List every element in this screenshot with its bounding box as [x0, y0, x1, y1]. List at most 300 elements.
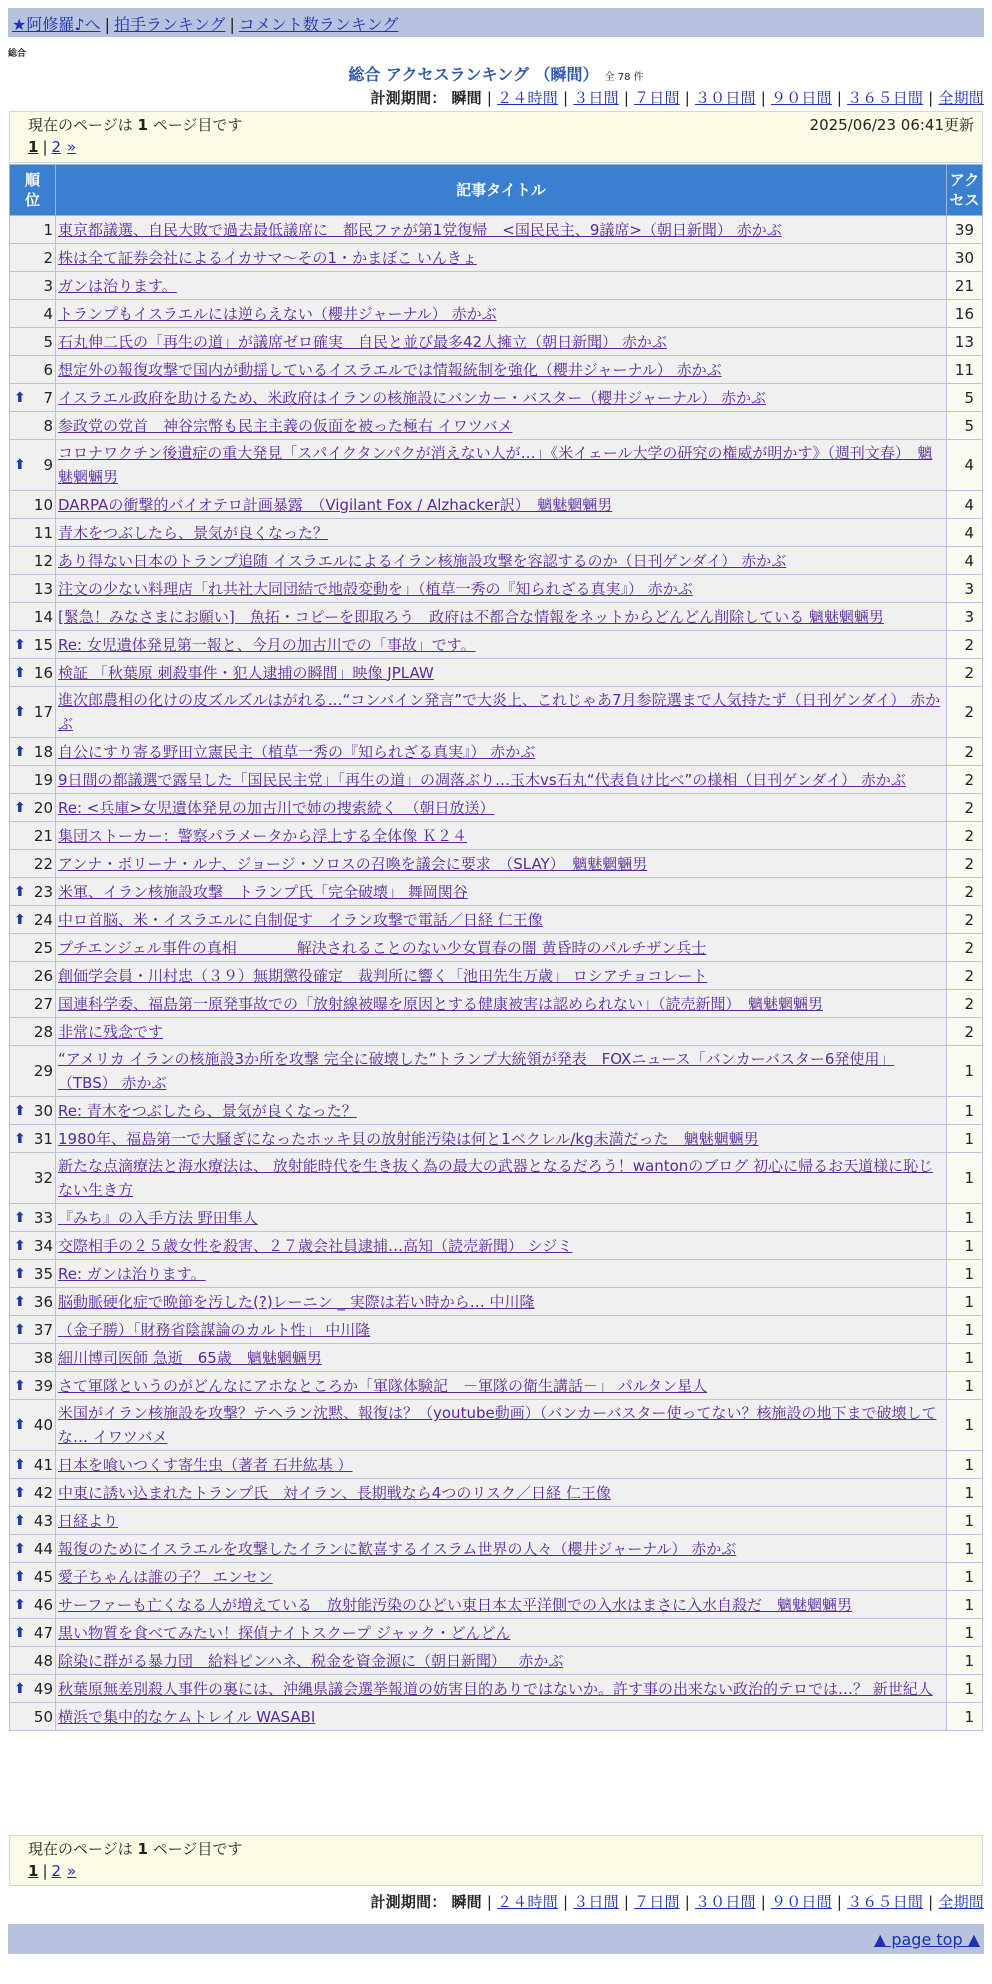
page-info-after: ページ目です [152, 1840, 243, 1858]
arrow-up-icon: ⬆ [14, 883, 26, 900]
title-cell [56, 244, 947, 272]
article-title-link[interactable]: 進次郎農相の化けの皮ズルズルはがれる…“コンバイン発言”で大炎上、これじゃあ7月参院選まで人気持たず（日刊ゲンダイ） 赤かぶ [58, 691, 941, 733]
rank-cell [10, 1451, 56, 1479]
table-row [10, 1675, 983, 1703]
rank-number: 11 [33, 523, 53, 542]
arrow-up-icon: ⬆ [14, 1321, 26, 1338]
article-title-link[interactable]: 除染に群がる暴力団 給料ピンハネ、税金を資金源に（朝日新聞） 赤かぶ [58, 1651, 564, 1670]
rank-number: 39 [33, 1376, 53, 1395]
table-row [10, 794, 983, 822]
access-count: 5 [947, 384, 983, 412]
article-title-link[interactable]: 秋葉原無差別殺人事件の裏には、沖縄県議会選挙報道の妨害目的ありではないか。許す事の出来ない政治的テロでは…？ 新世紀人 [58, 1679, 933, 1698]
rank-number: 31 [33, 1129, 53, 1148]
arrow-up-icon: ⬆ [14, 664, 26, 681]
title-cell [56, 906, 947, 934]
period-link-90d[interactable]: ９０日間 [771, 1893, 832, 1911]
rank-cell [10, 822, 56, 850]
bottom-bar [8, 1924, 984, 1954]
page-info-before: 現在のページは [28, 116, 133, 134]
title-cell [56, 1232, 947, 1260]
article-title-link[interactable]: 株は全て証券会社によるイカサマ〜その1・かまぼこ いんきょ [58, 248, 477, 267]
rank-cell [10, 1046, 56, 1097]
article-title-link[interactable]: 東京都議選、自民大敗で過去最低議席に 都民ファが第1党復帰 <国民民主、9議席>（朝日新聞） 赤かぶ [58, 220, 782, 239]
access-count: 4 [947, 519, 983, 547]
period-link-all[interactable]: 全期間 [938, 1893, 984, 1911]
table-row [10, 1097, 983, 1125]
access-count: 11 [947, 356, 983, 384]
table-row [10, 631, 983, 659]
title-cell [56, 631, 947, 659]
article-title-link[interactable]: 報復のためにイスラエルを攻撃したイランに歓喜するイスラム世界の人々（櫻井ジャーナル） 赤かぶ [58, 1539, 737, 1558]
table-row [10, 384, 983, 412]
title-cell [56, 491, 947, 519]
rank-number: 18 [33, 742, 53, 761]
table-row [10, 1125, 983, 1153]
title-cell [56, 1018, 947, 1046]
table-row [10, 1479, 983, 1507]
rank-cell [10, 1232, 56, 1260]
arrow-up-icon: ⬆ [14, 704, 26, 720]
article-title-link[interactable]: コロナワクチン後遺症の重大発見「スパイクタンパクが消えない人が…」《米イェール大学の研究の権威が明かす》（週刊文春） 魑魅魍魎男 [58, 444, 933, 486]
rank-number: 45 [33, 1567, 53, 1586]
rank-number: 41 [33, 1455, 53, 1474]
title-cell [56, 1288, 947, 1316]
article-title-link[interactable]: “アメリカ イランの核施設3か所を攻撃 完全に破壊した”トランプ大統領が発表 FOXニュース「バンカーバスター6発使用」（TBS） 赤かぶ [58, 1050, 895, 1092]
article-title-link[interactable]: 想定外の報復攻撃で国内が動揺しているイスラエルでは情報統制を強化（櫻井ジャーナル） 赤かぶ [58, 360, 722, 379]
home-link[interactable]: ★阿修羅♪へ [12, 15, 101, 34]
article-title-link[interactable]: Re: 女児遺体発見第一報と、今月の加古川での「事故」です。 [58, 635, 476, 654]
article-title-link[interactable]: 米軍、イラン核施設攻撃 トランプ氏「完全破壊」 舞岡関谷 [58, 882, 468, 901]
access-count: 4 [947, 547, 983, 575]
access-count: 5 [947, 412, 983, 440]
title-cell [56, 1591, 947, 1619]
arrow-up-icon: ⬆ [14, 1568, 26, 1585]
rank-number: 4 [43, 304, 53, 323]
title-cell [56, 1372, 947, 1400]
period-link-7d[interactable]: ７日間 [634, 1893, 680, 1911]
article-title-link[interactable]: 細川博司医師 急逝 65歳 魑魅魍魎男 [58, 1348, 322, 1367]
access-count: 2 [947, 738, 983, 766]
access-count: 1 [947, 1535, 983, 1563]
title-cell [56, 1046, 947, 1097]
header-access: アク セス [947, 165, 983, 216]
table-row [10, 603, 983, 631]
rank-cell [10, 1479, 56, 1507]
article-title-link[interactable]: 集団ストーカー：警察パラメータから浮上する全体像 Ｋ２４ [58, 826, 468, 845]
rank-number: 32 [33, 1169, 53, 1187]
rank-number: 20 [33, 798, 53, 817]
rank-number: 33 [33, 1208, 53, 1227]
article-title-link[interactable]: Re: ガンは治ります。 [58, 1264, 206, 1283]
table-row [10, 850, 983, 878]
period-selector-bottom: 計測期間： 瞬間 | ２４時間 | ３日間 | ７日間 | ３０日間 | ９０日間 | ３６５日間 | 全期間 [370, 1893, 984, 1911]
article-title-link[interactable]: あり得ない日本のトランプ追随 イスラエルによるイラン核施設攻撃を容認するのか（日刊ゲンダイ） 赤かぶ [58, 551, 787, 570]
table-row [10, 1647, 983, 1675]
article-title-link[interactable]: 石丸伸二氏の「再生の道」が議席ゼロ確実 自民と並び最多42人擁立（朝日新聞） 赤かぶ [58, 332, 667, 351]
table-row [10, 962, 983, 990]
title-cell [56, 659, 947, 687]
article-title-link[interactable]: 参政党の党首 神谷宗幣も民主主義の仮面を被った極右 イワツバメ [58, 416, 513, 435]
access-count: 4 [947, 491, 983, 519]
period-link-7d[interactable]: ７日間 [634, 89, 680, 107]
table-row [10, 1507, 983, 1535]
title-cell [56, 1479, 947, 1507]
table-row [10, 906, 983, 934]
rank-number: 13 [33, 579, 53, 598]
article-title-link[interactable]: 非常に残念です [58, 1022, 164, 1041]
arrow-up-icon: ⬆ [14, 1102, 26, 1119]
article-title-link[interactable]: ガンは治ります。 [58, 276, 177, 295]
article-title-link[interactable]: Re: <兵庫>女児遺体発見の加古川で姉の捜索続く （朝日放送） [58, 798, 495, 817]
title-cell [56, 878, 947, 906]
header-rank: 順 位 [10, 165, 56, 216]
arrow-up-icon: ⬆ [14, 1237, 26, 1254]
rank-number: 28 [33, 1022, 53, 1041]
access-count: 1 [947, 1316, 983, 1344]
rank-cell [10, 412, 56, 440]
title-cell [56, 1703, 947, 1731]
access-count: 2 [947, 766, 983, 794]
page-title: 総合 アクセスランキング （瞬間） [348, 65, 599, 84]
rank-cell [10, 1619, 56, 1647]
rank-number: 35 [33, 1264, 53, 1283]
article-title-link[interactable]: 交際相手の２５歳女性を殺害、２７歳会社員逮捕…高知（読売新聞） シジミ [58, 1236, 573, 1255]
title-cell [56, 216, 947, 244]
access-count: 1 [947, 1260, 983, 1288]
access-count: 2 [947, 990, 983, 1018]
title-cell [56, 1675, 947, 1703]
title-cell [56, 384, 947, 412]
article-title-link[interactable]: （金子勝）「財務省陰謀論のカルト性」 中川隆 [58, 1320, 371, 1339]
table-row [10, 1260, 983, 1288]
rank-cell [10, 850, 56, 878]
table-row [10, 519, 983, 547]
article-title-link[interactable]: アンナ・ボリーナ・ルナ、ジョージ・ソロスの召喚を議会に要求 （SLAY） 魑魅魍魎男 [58, 854, 648, 873]
arrow-up-icon: ⬆ [14, 743, 26, 760]
total-count: 全 78 件 [604, 72, 644, 83]
rank-number: 43 [33, 1511, 53, 1530]
article-title-link[interactable]: DARPAの衝撃的バイオテロ計画暴露 （Vigilant Fox / Alzhacker訳） 魑魅魍魎男 [58, 495, 613, 514]
table-row [10, 491, 983, 519]
access-count: 1 [947, 1647, 983, 1675]
comment-ranking-link[interactable]: コメント数ランキング [238, 15, 399, 34]
rank-number: 22 [33, 854, 53, 873]
access-count: 16 [947, 300, 983, 328]
rank-number: 27 [33, 994, 53, 1013]
title-cell [56, 603, 947, 631]
table-row [10, 934, 983, 962]
access-count: 2 [947, 687, 983, 738]
table-row [10, 1563, 983, 1591]
title-cell [56, 1125, 947, 1153]
access-count: 2 [947, 962, 983, 990]
period-link-365d[interactable]: ３６５日間 [847, 89, 924, 107]
article-title-link[interactable]: Re: 青木をつぶしたら、景気が良くなった？ [58, 1101, 357, 1120]
period-link-3d[interactable]: ３日間 [573, 1893, 619, 1911]
title-cell [56, 990, 947, 1018]
table-row [10, 1535, 983, 1563]
rank-cell [10, 687, 56, 738]
period-link-all[interactable]: 全期間 [938, 89, 984, 107]
rank-cell [10, 272, 56, 300]
rank-number: 26 [33, 966, 53, 985]
table-row [10, 1703, 983, 1731]
page-link-2[interactable]: 2 [51, 1862, 62, 1880]
nav-separator: | [229, 15, 235, 34]
rank-number: 37 [33, 1320, 53, 1339]
article-title-link[interactable]: 日本を喰いつくす寄生虫（著者 石井紘基 ） [58, 1455, 353, 1474]
article-title-link[interactable]: 新たな点滴療法と海水療法は、 放射能時代を生き抜く為の最大の武器となるだろう！wantonのブログ 初心に帰るお天道様に恥じない生き方 [58, 1157, 934, 1199]
arrow-up-icon: ⬆ [14, 389, 26, 406]
table-row [10, 659, 983, 687]
access-count: 1 [947, 1046, 983, 1097]
rank-number: 23 [33, 882, 53, 901]
rank-number: 25 [33, 938, 53, 957]
article-title-link[interactable]: 脳動脈硬化症で晩節を汚した(?)レーニン _ 実際は若い時から… 中川隆 [58, 1292, 535, 1311]
period-link-30d[interactable]: ３０日間 [694, 89, 756, 107]
title-cell [56, 1344, 947, 1372]
rank-cell [10, 738, 56, 766]
table-row [10, 1288, 983, 1316]
table-row [10, 738, 983, 766]
article-title-link[interactable]: サーファーも亡くなる人が増えている 放射能汚染のひどい東日本太平洋側での入水はまさに入水自殺だ 魑魅魍魎男 [58, 1595, 852, 1614]
rank-number: 48 [33, 1651, 53, 1670]
period-current: 瞬間 [451, 89, 482, 107]
rank-number: 44 [33, 1539, 53, 1558]
rank-number: 47 [33, 1623, 53, 1642]
table-row [10, 1344, 983, 1372]
period-link-30d[interactable]: ３０日間 [694, 1893, 756, 1911]
rank-cell [10, 1372, 56, 1400]
article-title-link[interactable]: プチエンジェル事件の真相 解決されることのない少女買春の闇 黄昏時のパルチザン兵士 [58, 938, 707, 957]
rank-number: 12 [33, 551, 53, 570]
title-cell [56, 934, 947, 962]
rank-number: 24 [33, 910, 53, 929]
arrow-up-icon: ⬆ [14, 1680, 26, 1697]
arrow-up-icon: ⬆ [14, 1265, 26, 1282]
rank-cell [10, 1703, 56, 1731]
article-title-link[interactable]: 青木をつぶしたら、景気が良くなった？ [58, 523, 329, 542]
period-label: 計測期間： [370, 1893, 447, 1911]
rank-cell [10, 766, 56, 794]
pagination-box-top: 現在のページは 1 ページ目です 2025/06/23 06:41更新 1 | 2 » [9, 111, 983, 163]
table-row [10, 547, 983, 575]
table-row [10, 1400, 983, 1451]
rank-number: 9 [43, 456, 53, 474]
table-row [10, 1451, 983, 1479]
title-cell [56, 794, 947, 822]
rank-number: 16 [33, 663, 53, 682]
rank-cell [10, 575, 56, 603]
access-count: 1 [947, 1479, 983, 1507]
rank-number: 50 [33, 1707, 53, 1726]
rank-cell [10, 906, 56, 934]
article-title-link[interactable]: さて軍隊というのがどんなにアホなところか「軍隊体験記 －軍隊の衛生講話－」 パルタン星人 [58, 1376, 708, 1395]
title-cell [56, 272, 947, 300]
next-page-link[interactable]: » [67, 138, 77, 156]
table-header-row [10, 165, 983, 216]
table-row [10, 575, 983, 603]
table-row [10, 328, 983, 356]
article-title-link[interactable]: 黒い物質を食べてみたい！探偵ナイトスクープ ジャック・どんどん [58, 1623, 511, 1642]
title-cell [56, 1647, 947, 1675]
arrow-up-icon: ⬆ [14, 1512, 26, 1529]
rank-cell [10, 1647, 56, 1675]
rank-cell [10, 1097, 56, 1125]
table-row [10, 244, 983, 272]
rank-cell [10, 300, 56, 328]
rank-number: 40 [33, 1416, 53, 1434]
arrow-up-icon: ⬆ [14, 1417, 26, 1433]
table-row [10, 216, 983, 244]
rank-number: 29 [33, 1062, 53, 1080]
period-link-24h[interactable]: ２４時間 [497, 89, 558, 107]
page-current: 1 [28, 138, 39, 156]
rank-cell [10, 990, 56, 1018]
access-count: 1 [947, 1591, 983, 1619]
period-link-90d[interactable]: ９０日間 [771, 89, 832, 107]
next-page-link[interactable]: » [67, 1862, 77, 1880]
rank-cell [10, 1153, 56, 1204]
table-row [10, 1018, 983, 1046]
arrow-up-icon: ⬆ [14, 1624, 26, 1641]
table-row [10, 687, 983, 738]
period-selector-top: 計測期間： 瞬間 | ２４時間 | ３日間 | ７日間 | ３０日間 | ９０日間 | ３６５日間 | 全期間 [370, 89, 984, 107]
page-title-line [8, 62, 984, 85]
page-link-2[interactable]: 2 [51, 138, 62, 156]
article-title-link[interactable]: 『みち』の入手方法 野田隼人 [58, 1208, 258, 1227]
access-count: 1 [947, 1703, 983, 1731]
article-title-link[interactable]: トランプもイスラエルには逆らえない（櫻井ジャーナル） 赤かぶ [58, 304, 497, 323]
table-row [10, 822, 983, 850]
rank-number: 6 [43, 360, 53, 379]
article-title-link[interactable]: 1980年、福島第一で大騒ぎになったホッキ貝の放射能汚染は何と1ベクレル/kg未満だった 魑魅魍魎男 [58, 1129, 759, 1148]
rank-cell [10, 1316, 56, 1344]
rank-cell [10, 1400, 56, 1451]
table-row [10, 990, 983, 1018]
access-count: 2 [947, 822, 983, 850]
article-title-link[interactable]: イスラエル政府を助けるため、米政府はイランの核施設にバンカー・バスター（櫻井ジャーナル） 赤かぶ [58, 388, 766, 407]
article-title-link[interactable]: 米国がイラン核施設を攻撃？テヘラン沈黙、報復は？（youtube動画）（バンカーバスター使ってない？核施設の地下まで破壊してな… イワツバメ [58, 1404, 937, 1446]
rank-cell [10, 878, 56, 906]
rank-cell [10, 328, 56, 356]
arrow-up-icon: ⬆ [14, 1484, 26, 1501]
title-cell [56, 356, 947, 384]
access-count: 4 [947, 440, 983, 491]
period-link-365d[interactable]: ３６５日間 [847, 1893, 924, 1911]
clap-ranking-link[interactable]: 拍手ランキング [113, 15, 226, 34]
rank-number: 19 [33, 770, 53, 789]
article-title-link[interactable]: 中ロ首脳、米・イスラエルに自制促す イラン攻撃で電話／日経 仁王像 [58, 910, 543, 929]
title-cell [56, 1507, 947, 1535]
article-title-link[interactable]: 横浜で集中的なケムトレイル WASABI [58, 1707, 316, 1726]
article-title-link[interactable]: 国連科学委、福島第一原発事故での「放射線被曝を原因とする健康被害は認められない」（読売新聞） 魑魅魍魎男 [58, 994, 824, 1013]
period-link-3d[interactable]: ３日間 [573, 89, 619, 107]
rank-cell [10, 1204, 56, 1232]
article-title-link[interactable]: 自公にすり寄る野田立憲民主（植草一秀の『知られざる真実』） 赤かぶ [58, 742, 536, 761]
rank-cell [10, 1535, 56, 1563]
article-title-link[interactable]: 日経より [58, 1511, 119, 1530]
page-current: 1 [28, 1862, 39, 1880]
article-title-link[interactable]: [緊急！みなさまにお願い] 魚拓・コピーを即取ろう 政府は不都合な情報をネットからどんどん削除している 魑魅魍魎男 [58, 607, 884, 626]
arrow-up-icon: ⬆ [14, 457, 26, 473]
table-row [10, 1232, 983, 1260]
rank-cell [10, 1260, 56, 1288]
rank-number: 1 [43, 220, 53, 239]
period-current: 瞬間 [451, 1893, 482, 1911]
arrow-up-icon: ⬆ [14, 1596, 26, 1613]
rank-cell [10, 547, 56, 575]
title-cell [56, 547, 947, 575]
title-cell [56, 1316, 947, 1344]
rank-number: 21 [33, 826, 53, 845]
rank-number: 49 [33, 1679, 53, 1698]
period-link-24h[interactable]: ２４時間 [497, 1893, 558, 1911]
access-count: 3 [947, 603, 983, 631]
access-count: 1 [947, 1097, 983, 1125]
article-title-link[interactable]: 中東に誘い込まれたトランプ氏 対イラン、長期戦なら4つのリスク／日経 仁王像 [58, 1483, 611, 1502]
table-row [10, 766, 983, 794]
rank-cell [10, 519, 56, 547]
rank-cell [10, 603, 56, 631]
rank-cell [10, 1288, 56, 1316]
page-top-link[interactable]: ▲ page top ▲ [873, 1930, 980, 1949]
access-count: 1 [947, 1153, 983, 1204]
access-count: 1 [947, 1204, 983, 1232]
rank-number: 42 [33, 1483, 53, 1502]
access-count: 2 [947, 659, 983, 687]
title-cell [56, 519, 947, 547]
title-cell [56, 1097, 947, 1125]
rank-cell [10, 794, 56, 822]
arrow-up-icon: ⬆ [14, 911, 26, 928]
rank-cell [10, 1018, 56, 1046]
rank-cell [10, 934, 56, 962]
page-info-number: 1 [137, 1840, 148, 1858]
updated-timestamp: 2025/06/23 06:41更新 [809, 116, 974, 134]
access-count: 3 [947, 575, 983, 603]
arrow-up-icon: ⬆ [14, 799, 26, 816]
table-row [10, 1046, 983, 1097]
rank-number: 46 [33, 1595, 53, 1614]
table-row [10, 412, 983, 440]
header-title: 記事タイトル [56, 165, 947, 216]
table-row [10, 878, 983, 906]
rank-cell [10, 659, 56, 687]
access-count: 1 [947, 1232, 983, 1260]
access-count: 2 [947, 1018, 983, 1046]
rank-cell [10, 1125, 56, 1153]
article-title-link[interactable]: 愛子ちゃんは誰の子？ エンセン [58, 1567, 273, 1586]
article-title-link[interactable]: 9日間の都議選で露呈した「国民民主党」「再生の道」の凋落ぶり…玉木vs石丸“代表負け比べ”の様相（日刊ゲンダイ） 赤かぶ [58, 770, 906, 789]
rank-number: 38 [33, 1348, 53, 1367]
access-count: 39 [947, 216, 983, 244]
rank-cell [10, 1563, 56, 1591]
title-cell [56, 822, 947, 850]
title-cell [56, 1563, 947, 1591]
title-cell [56, 738, 947, 766]
title-cell [56, 328, 947, 356]
access-count: 2 [947, 878, 983, 906]
article-title-link[interactable]: 注文の少ない料理店「れ共社大同団結で地殻変動を」（植草一秀の『知られざる真実』） 赤かぶ [58, 579, 693, 598]
rank-number: 34 [33, 1236, 53, 1255]
access-count: 2 [947, 631, 983, 659]
access-count: 1 [947, 1507, 983, 1535]
article-title-link[interactable]: 創価学会員・川村忠（３９）無期懲役確定 裁判所に響く「池田先生万歳」 ロシアチョコレート [58, 966, 708, 985]
article-title-link[interactable]: 検証 「秋葉原 刺殺事件・犯人逮捕の瞬間」映像 JPLAW [58, 663, 434, 682]
title-cell [56, 300, 947, 328]
table-row [10, 1316, 983, 1344]
